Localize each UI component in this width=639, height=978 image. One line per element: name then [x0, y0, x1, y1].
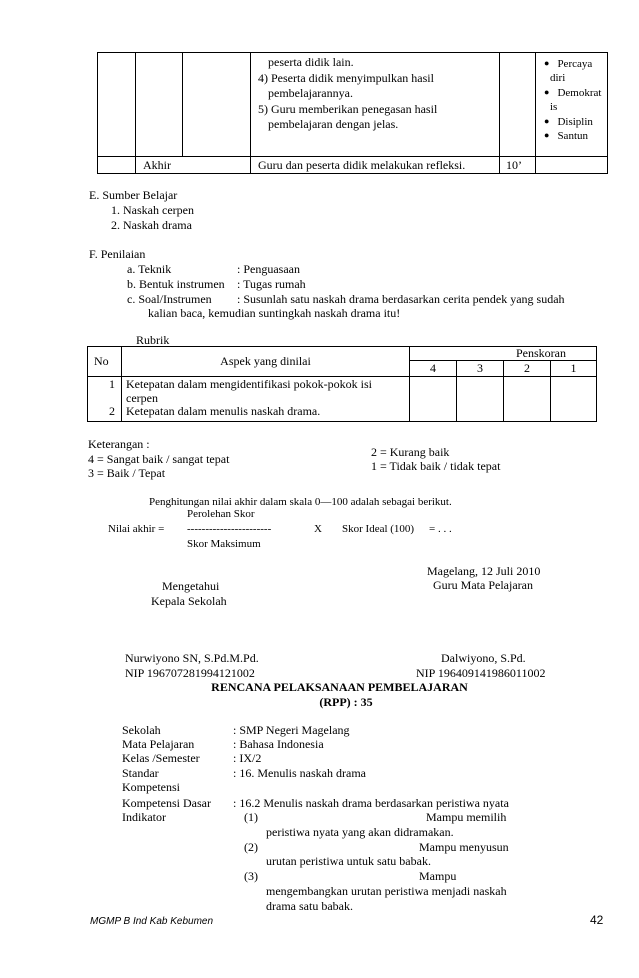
kelas-label: Kelas /Semester	[122, 751, 200, 765]
step-line: 5) Guru memberikan penegasan hasil	[258, 101, 438, 116]
indikator-text: drama satu babak.	[266, 899, 353, 913]
formula-skor-maks: Skor Maksimum	[187, 538, 261, 550]
keterangan-2: 2 = Kurang baik	[371, 445, 450, 459]
kelas-value: : IX/2	[233, 751, 262, 765]
mapel-label: Mata Pelajaran	[122, 737, 195, 751]
soal-value-cont: kalian baca, kemudian suntingkah naskah drama itu!	[148, 306, 401, 320]
formula-intro: Penghitungan nilai akhir dalam skala 0—100 adalah sebagai berikut.	[149, 496, 452, 508]
indikator-text: peristiwa nyata yang akan didramakan.	[266, 825, 454, 839]
value-item-cont: is	[550, 101, 558, 114]
value-item: ● Disiplin	[544, 115, 607, 129]
value-item: ● Percaya	[544, 57, 607, 71]
sekolah-label: Sekolah	[122, 723, 161, 737]
formula-perolehan: Perolehan Skor	[187, 508, 255, 520]
aspek-text: cerpen	[126, 390, 158, 405]
page-number: 42	[590, 913, 604, 927]
akhir-activity: Guru dan peserta didik melakukan refleksi.	[251, 157, 500, 174]
soal-label: c. Soal/Instrumen	[127, 292, 212, 306]
score-header: 2	[504, 361, 551, 377]
rpp-number: (RPP) : 35	[319, 695, 373, 709]
score-header: 4	[410, 361, 457, 377]
rubrik-label: Rubrik	[136, 333, 170, 347]
sekolah-value: : SMP Negeri Magelang	[233, 723, 350, 737]
keterangan-title: Keterangan :	[88, 437, 150, 451]
keterangan-1: 1 = Tidak baik / tidak tepat	[371, 459, 501, 473]
step-line: pembelajaran dengan jelas.	[268, 117, 399, 131]
rpp-title: RENCANA PELAKSANAAN PEMBELAJARAN	[211, 680, 468, 694]
place-date: Magelang, 12 Juli 2010	[427, 564, 541, 578]
guru-label: Guru Mata Pelajaran	[433, 578, 533, 592]
bentuk-label: b. Bentuk instrumen	[127, 277, 225, 291]
value-item-cont: diri	[550, 72, 566, 85]
sumber-item: 1. Naskah cerpen	[111, 203, 194, 217]
kompetensi-label: Kompetensi	[122, 780, 180, 794]
indikator-text: mengembangkan urutan peristiwa menjadi naskah	[266, 884, 507, 898]
indikator-text: urutan peristiwa untuk satu babak.	[266, 854, 431, 868]
akhir-label: Akhir	[136, 157, 251, 174]
mapel-value: : Bahasa Indonesia	[233, 737, 324, 751]
formula-skor-ideal: Skor Ideal (100)	[342, 523, 415, 535]
sumber-item: 2. Naskah drama	[111, 218, 192, 232]
section-e-heading: E. Sumber Belajar	[89, 188, 178, 202]
indikator-num: (2)	[244, 840, 258, 854]
formula-divider: -----------------------	[187, 523, 272, 535]
score-header: 1	[551, 361, 597, 377]
score-cell	[551, 377, 597, 422]
kepala-sekolah-label: Kepala Sekolah	[151, 594, 227, 608]
kepala-nip: NIP 196707281994121002	[125, 666, 255, 680]
score-cell	[457, 377, 504, 422]
standar-value: : 16. Menulis naskah drama	[233, 766, 366, 780]
indikator-head: Mampu	[419, 869, 457, 883]
formula-result: = . . .	[429, 523, 452, 535]
soal-value: : Susunlah satu naskah drama berdasarkan cerita pendek yang sudah	[237, 292, 565, 306]
step-line: 4) Peserta didik menyimpulkan hasil	[258, 70, 434, 85]
score-header: 3	[457, 361, 504, 377]
indikator-head: Mampu menyusun	[419, 840, 509, 854]
indikator-num: (1)	[244, 810, 258, 824]
indikator-head: Mampu memilih	[426, 810, 507, 824]
row-number: 1	[109, 377, 115, 391]
bentuk-value: : Tugas rumah	[237, 277, 306, 291]
keterangan-4: 4 = Sangat baik / sangat tepat	[88, 452, 230, 466]
step-line: pembelajarannya.	[268, 86, 353, 100]
rubric-table	[87, 346, 597, 422]
value-item: ● Santun	[544, 129, 607, 143]
score-cell	[410, 377, 457, 422]
guru-name: Dalwiyono, S.Pd.	[441, 651, 526, 665]
formula-times: X	[314, 523, 322, 535]
mengetahui-label: Mengetahui	[162, 579, 220, 593]
row-number: 2	[109, 404, 115, 418]
aspek-text: Ketepatan dalam mengidentifikasi pokok-pokok isi	[126, 377, 372, 391]
kd-value: : 16.2 Menulis naskah drama berdasarkan peristiwa nyata	[233, 796, 509, 810]
akhir-time: 10’	[500, 157, 536, 174]
keterangan-3: 3 = Baik / Tepat	[88, 466, 166, 480]
aspek-text: Ketepatan dalam menulis naskah drama.	[126, 404, 321, 418]
indikator-num: (3)	[244, 869, 258, 883]
step-line: peserta didik lain.	[268, 55, 354, 69]
formula-nilai-akhir: Nilai akhir =	[108, 523, 165, 535]
teknik-label: a. Teknik	[127, 262, 172, 276]
teknik-value: : Penguasaan	[237, 262, 300, 276]
kepala-name: Nurwiyono SN, S.Pd.M.Pd.	[125, 651, 259, 665]
activity-steps-cell	[251, 53, 500, 157]
section-f-heading: F. Penilaian	[89, 247, 146, 261]
footer-left: MGMP B Ind Kab Kebumen	[90, 916, 214, 927]
activity-table	[97, 52, 608, 174]
kd-label: Kompetensi Dasar	[122, 796, 211, 810]
value-item: ● Demokrat	[544, 86, 607, 100]
rubric-no-header: No	[88, 347, 122, 377]
rubric-penskoran-header: Penskoran	[410, 347, 597, 361]
score-cell	[504, 377, 551, 422]
values-cell	[536, 53, 608, 157]
guru-nip: NIP 196409141986011002	[416, 666, 546, 680]
indikator-label: Indikator	[122, 810, 166, 824]
rubric-aspek-header: Aspek yang dinilai	[122, 347, 410, 377]
standar-label: Standar	[122, 766, 159, 780]
